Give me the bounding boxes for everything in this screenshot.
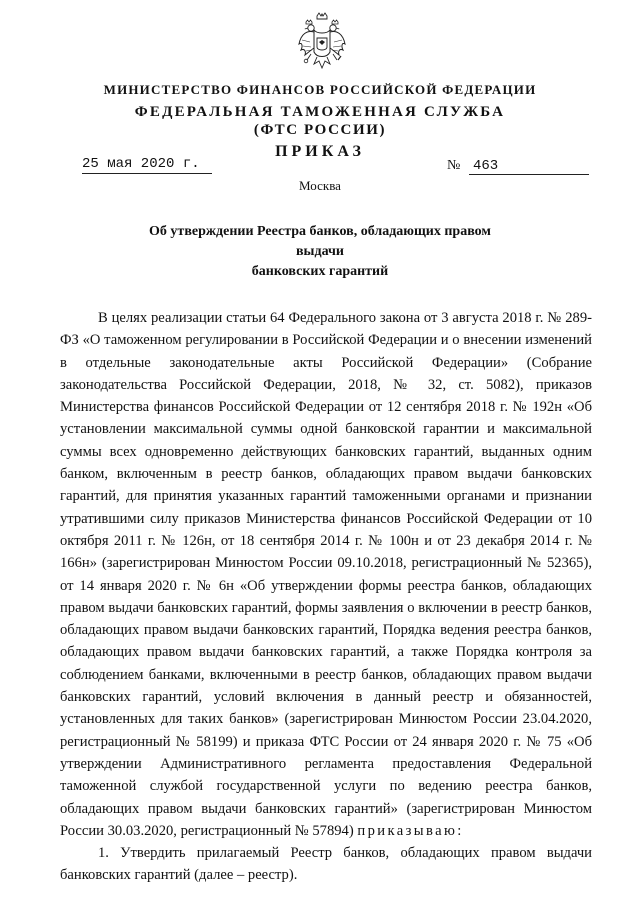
subject-line-1: Об утверждении Реестра банков, обладающих правом выдачи: [149, 224, 491, 259]
order-body: [60, 307, 592, 887]
paragraph-item-1: 1. Утвердить прилагаемый Реестр банков, обладающих правом выдачи банковских гарантий (далее – реестр).: [60, 845, 592, 884]
russian-coat-of-arms-icon: [297, 12, 347, 72]
number-sign: №: [447, 158, 461, 173]
order-date: 25 мая 2020 г.: [82, 156, 212, 174]
order-word: приказываю:: [357, 822, 464, 839]
order-number: 463: [469, 158, 589, 175]
order-subject: [140, 222, 500, 282]
preamble-text: В целях реализации статьи 64 Федерального закона от 3 августа 2018 г. № 289-ФЗ «О таможенном регулировании в Российской Федерации и о внесении изменений в отдельные законодательные акты Российской Федерации» (Собрание законодательства Российской Федерации, 2018, № 32, ст. 5082), приказов Министерства финансов Российской Федерации от 12 сентября 2018 г. № 192н «Об установлении максимальной суммы одной банковской гарантии и максимальной суммы всех одновременно действующих банковских гарантий, выданных одним банком, включенным в реестр банков, обладающих правом выдачи банковских гарантий, для принятия указанных гарантий таможенными органами и признании утратившими силу приказов Министерства финансов Российской Федерации от 10 октября 2011 г. № 126н, от 18 сентября 2014 г. № 100н и от 23 декабря 2014 г. № 166н» (зарегистрирован Минюстом России 09.10.2018, регистрационный № 52365), от 14 января 2020 г. № 6н «Об утверждении формы реестра банков, обладающих правом выдачи банковских гарантий, формы заявления о включении в реестр банков, обладающих правом выдачи банковских гарантий, Порядка ведения реестра банков, обладающих правом выдачи банковских гарантий, а также Порядка контроля за соблюдением банками, включенными в реестр банков, обладающих правом выдачи банковских гарантий, условий включения в данный реестр и обязанностей, установленных для таких банков» (зарегистрирован Минюстом России 23.04.2020, регистрационный № 58199) и приказа ФТС России от 24 января 2020 г. № 75 «Об утверждении Административного регламента предоставления Федеральной таможенной службой государственной услуги по ведению реестра банков, обладающих правом выдачи банковских гарантий» (зарегистрирован Минюстом России 30.03.2020, регистрационный № 57894): [60, 310, 592, 839]
service-short-name: (ФТС РОССИИ): [253, 122, 387, 138]
service-name: ФЕДЕРАЛЬНАЯ ТАМОЖЕННАЯ СЛУЖБА: [134, 104, 506, 120]
document-type-title: ПРИКАЗ: [275, 143, 365, 160]
order-number-block: [447, 158, 593, 175]
paragraph-preamble: [60, 307, 592, 842]
ministry-name: МИНИСТЕРСТВО ФИНАНСОВ РОССИЙСКОЙ ФЕДЕРАЦИИ: [103, 82, 537, 97]
city-name: Москва: [299, 178, 341, 193]
subject-line-2: банковских гарантий: [251, 264, 389, 279]
